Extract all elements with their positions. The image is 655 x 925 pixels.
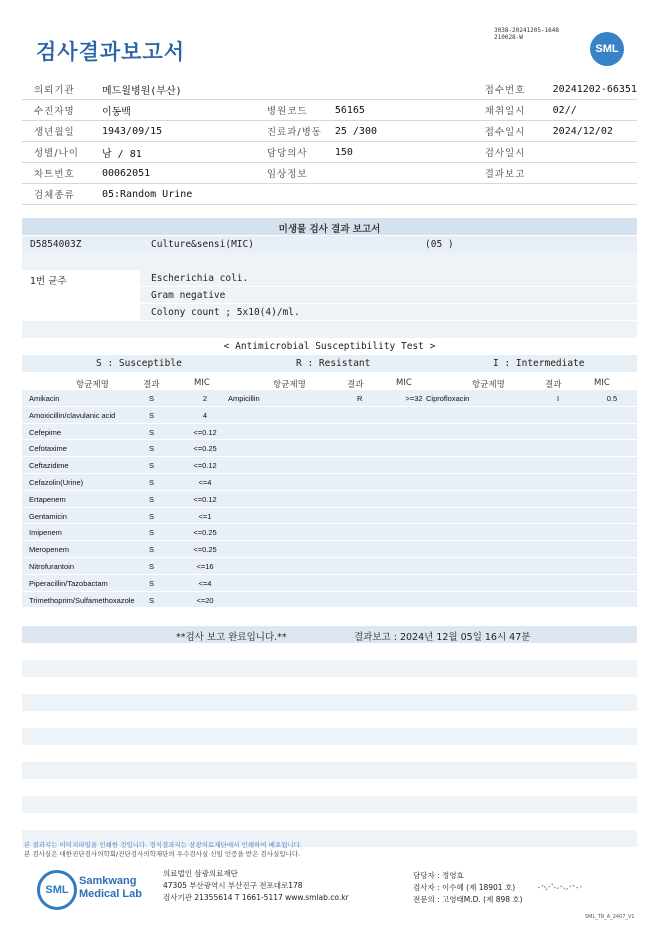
info-value: 00062051: [90, 163, 255, 184]
completion-band: [22, 626, 637, 643]
info-label: 의뢰기관: [22, 79, 90, 100]
footer-note: 본 검사실은 대한진단검사의학회/진단검사의학재단의 우수검사실 신임 인증을 받은 검사실입니다.: [24, 850, 301, 858]
col-header-mic: MIC: [194, 378, 210, 388]
ast-cell: S: [149, 478, 155, 487]
empty-row-band: [22, 728, 637, 745]
lab-address: [163, 868, 349, 904]
ast-cell: Ceftazidime: [29, 461, 69, 471]
ast-cell: S: [149, 578, 155, 588]
info-row: [22, 79, 637, 100]
row-band: [22, 321, 637, 338]
ast-row: [22, 508, 637, 524]
info-value: 2024/12/02: [541, 121, 637, 142]
ast-cell: Cefepime: [29, 427, 62, 437]
info-label: 진료과/병동: [255, 121, 323, 142]
info-label: 임상정보: [255, 163, 323, 184]
col-header-antibiotic: 항균제명: [273, 380, 306, 390]
signature-mark: [536, 880, 586, 894]
ast-row: [22, 457, 637, 473]
staff-line: 전문의 : 고영태M.D. (제 898 호): [413, 895, 523, 904]
footer-notes: [24, 841, 302, 859]
info-label: 채취일시: [473, 100, 541, 121]
legend-susceptible: S : Susceptible: [96, 358, 182, 369]
col-header-result: 결과: [347, 380, 364, 390]
ast-cell: <=0.12: [193, 427, 217, 437]
ast-cell: Cefazolin(Urine): [29, 478, 84, 487]
ast-row: [22, 558, 637, 574]
empty-row-band: [22, 796, 637, 813]
info-label: [473, 184, 541, 205]
ast-cell: Imipenem: [29, 528, 62, 538]
address-line: 의료법인 삼광의료재단: [163, 869, 238, 878]
info-value: 02//: [541, 100, 637, 121]
info-label: [255, 79, 323, 100]
info-label: 수진자명: [22, 100, 90, 121]
brand-line: Medical Lab: [79, 888, 142, 900]
ast-cell: <=4: [198, 478, 212, 487]
document-code: [494, 27, 559, 41]
report-timestamp: 결과보고 : 2024년 12월 05일 16시 47분: [354, 632, 531, 643]
info-label: 접수번호: [473, 79, 541, 100]
staff-signatures: [413, 870, 523, 906]
info-label: 차트번호: [22, 163, 90, 184]
ast-cell: Amoxicillin/clavulanic acid: [29, 410, 116, 420]
ast-cell: 0.5: [606, 394, 618, 403]
sml-logo: SML: [590, 32, 624, 66]
info-label: 성별/나이: [22, 142, 90, 163]
info-value: 이동백: [90, 100, 255, 121]
ast-cell: <=0.25: [193, 444, 217, 454]
ast-cell: Nitrofurantoin: [29, 562, 75, 571]
completion-message: **검사 보고 완료입니다.**: [176, 632, 287, 643]
ast-row: [22, 491, 637, 507]
col-header-result: 결과: [545, 380, 562, 390]
ast-cell: >=32: [405, 394, 423, 403]
col-header-mic: MIC: [594, 378, 610, 388]
info-row: [22, 184, 637, 205]
ast-cell: S: [149, 595, 155, 605]
empty-row-band: [22, 762, 637, 779]
ast-cell: S: [149, 528, 155, 538]
ast-row: [22, 424, 637, 440]
col-header-antibiotic: 항균제명: [76, 380, 109, 390]
ast-cell: Gentamicin: [29, 511, 67, 521]
info-row: [22, 142, 637, 163]
document-code-line: 3038-20241205-1648: [494, 27, 560, 34]
info-value: 150: [323, 142, 473, 163]
ast-row: [22, 390, 637, 406]
staff-line: 담당자 : 정영효: [413, 871, 464, 880]
organism-name: Escherichia coli.: [151, 273, 249, 284]
micro-section-title: 미생물 검사 결과 보고서: [278, 224, 381, 235]
ast-cell: S: [149, 511, 155, 521]
legend-intermediate: I : Intermediate: [493, 358, 585, 369]
ast-cell: Piperacillin/Tazobactam: [29, 578, 108, 588]
info-value: 남 / 81: [90, 142, 255, 163]
patient-info-table: [22, 79, 637, 205]
ast-row: [22, 541, 637, 557]
ast-title: < Antimicrobial Susceptibility Test >: [223, 341, 436, 352]
address-line: 47305 부산광역시 부산진구 전포대로178: [163, 881, 303, 890]
ast-cell: S: [149, 545, 155, 555]
ast-row: [22, 440, 637, 456]
col-header-mic: MIC: [396, 378, 412, 388]
ast-cell: S: [149, 562, 155, 571]
info-value: [323, 79, 473, 100]
ast-cell: Ampicillin: [228, 394, 260, 403]
brand-name: [79, 875, 142, 901]
ast-cell: Meropenem: [29, 545, 70, 555]
info-value: 25 /300: [323, 121, 473, 142]
info-value: [323, 163, 473, 184]
address-line: 검사기관 21355614 T 1661-5117 www.smlab.co.kr: [163, 893, 349, 902]
empty-row-band: [22, 694, 637, 711]
ast-cell: <=0.25: [193, 528, 217, 538]
ast-cell: 4: [202, 410, 208, 420]
ast-cell: <=0.25: [193, 545, 217, 555]
ast-cell: S: [149, 427, 155, 437]
info-label: 병원코드: [255, 100, 323, 121]
ast-cell: Amikacin: [29, 394, 60, 403]
info-label: [255, 184, 323, 205]
info-value: 메드윌병원(부산): [90, 79, 255, 100]
ast-cell: Trimethoprim/Sulfamethoxazole: [29, 595, 135, 605]
form-code: SML_TR_A_2407_V1: [585, 914, 635, 920]
legend-resistant: R : Resistant: [296, 358, 371, 369]
ast-cell: 2: [202, 394, 208, 403]
ast-cell: <=20: [196, 595, 214, 605]
ast-cell: <=0.12: [193, 494, 217, 504]
info-value: [323, 184, 473, 205]
col-header-antibiotic: 항균제명: [472, 380, 505, 390]
ast-cell: I: [557, 394, 560, 403]
ast-cell: Cefotaxime: [29, 444, 67, 454]
info-label: 결과보고: [473, 163, 541, 184]
info-row: [22, 163, 637, 184]
ast-cell: <=1: [198, 511, 212, 521]
report-title: 검사결과보고서: [36, 40, 186, 64]
document-code-line: 210028-W: [494, 34, 523, 41]
ast-cell: S: [149, 461, 155, 471]
ast-cell: S: [149, 394, 155, 403]
test-code: (05 ): [425, 239, 454, 250]
footer-note: 본 결과지는 이미지파일을 인쇄한 것입니다. 정식결과지는 삼광의료재단에서 인쇄하여 배포됩니다.: [24, 841, 303, 849]
col-header-result: 결과: [143, 380, 160, 390]
info-label: 담당의사: [255, 142, 323, 163]
info-label: 접수일시: [473, 121, 541, 142]
ast-cell: <=0.12: [193, 461, 217, 471]
ast-cell: S: [149, 444, 155, 454]
ast-cell: <=4: [198, 578, 212, 588]
row-band: [22, 253, 637, 270]
info-label: 검사일시: [473, 142, 541, 163]
ast-row: [22, 575, 637, 591]
ast-cell: S: [149, 410, 155, 420]
order-code: D5854003Z: [30, 239, 82, 250]
ast-cell: <=16: [196, 562, 214, 571]
ast-cell: Ertapenem: [29, 494, 66, 504]
info-value: 05:Random Urine: [90, 184, 255, 205]
info-value: [541, 142, 637, 163]
info-value: 20241202-66351: [541, 79, 637, 100]
empty-row-band: [22, 660, 637, 677]
info-value: [541, 184, 637, 205]
info-label: 생년월일: [22, 121, 90, 142]
info-row: [22, 100, 637, 121]
ast-cell: Ciprofloxacin: [426, 394, 470, 403]
info-label: 검체종류: [22, 184, 90, 205]
ast-cell: S: [149, 494, 155, 504]
ast-row: [22, 474, 637, 490]
staff-line: 검사자 : 이수혜 (제 18901 호): [413, 883, 516, 892]
row-band: [22, 236, 637, 253]
info-value: 56165: [323, 100, 473, 121]
ast-cell: R: [357, 394, 363, 403]
info-row: [22, 121, 637, 142]
info-value: [541, 163, 637, 184]
gram-stain: Gram negative: [151, 290, 226, 301]
ast-row: [22, 524, 637, 540]
organism-label: 1번 균주: [30, 276, 67, 287]
sml-logo-footer: SML: [37, 870, 77, 910]
test-name: Culture&sensi(MIC): [151, 239, 254, 250]
brand-line: Samkwang: [79, 875, 137, 887]
colony-count: Colony count ; 5x10(4)/ml.: [151, 307, 300, 318]
info-value: 1943/09/15: [90, 121, 255, 142]
